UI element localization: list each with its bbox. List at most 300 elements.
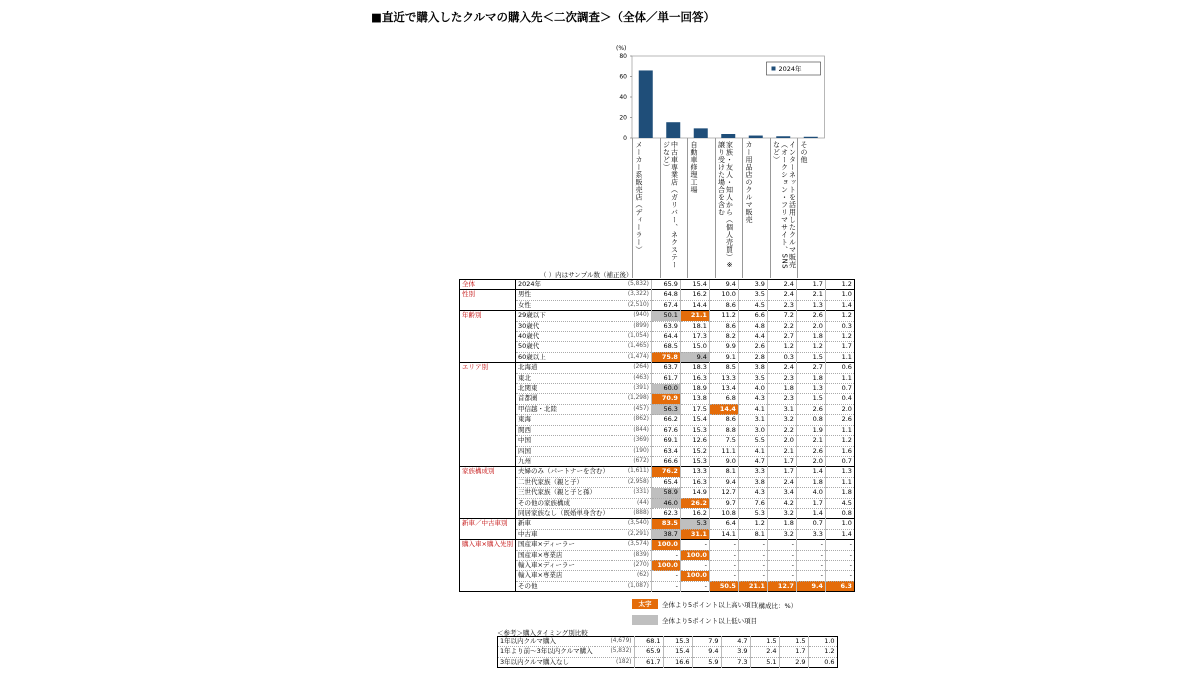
- value-cell: 4.3: [738, 394, 767, 404]
- value-cell: 1.2: [825, 436, 854, 446]
- value-cell: -: [680, 560, 709, 570]
- value-cell: 83.5: [651, 519, 680, 529]
- value-cell: 1.0: [825, 290, 854, 300]
- category-text: 自動車修理工場: [690, 141, 698, 194]
- bar-3: [694, 128, 708, 138]
- value-cell: 1.5: [779, 637, 808, 647]
- value-cell: 3.9: [738, 280, 767, 290]
- value-cell: 12.7: [767, 581, 796, 591]
- value-cell: 14.4: [709, 404, 738, 414]
- value-cell: 2.0: [825, 404, 854, 414]
- value-cell: 3.8: [738, 363, 767, 373]
- value-cell: 9.1: [709, 352, 738, 362]
- value-cell: 1.7: [796, 280, 825, 290]
- value-cell: 9.9: [709, 342, 738, 352]
- value-cell: 2.4: [767, 280, 796, 290]
- value-cell: 100.0: [680, 550, 709, 560]
- category-text: その他: [800, 141, 808, 164]
- value-cell: 1.4: [825, 529, 854, 539]
- value-cell: 3.1: [738, 415, 767, 425]
- value-cell: 2.2: [767, 321, 796, 331]
- value-cell: 38.7: [651, 529, 680, 539]
- value-cell: 15.3: [663, 637, 692, 647]
- sample-size: (369): [612, 436, 652, 446]
- table-row: [460, 321, 855, 331]
- value-cell: 17.3: [680, 332, 709, 342]
- table-row: [460, 550, 855, 560]
- value-cell: 10.8: [709, 508, 738, 518]
- y-tick-label: 80: [619, 53, 627, 60]
- value-cell: 1.8: [796, 477, 825, 487]
- value-cell: 1.9: [796, 425, 825, 435]
- sample-size: (190): [612, 446, 652, 456]
- row-label: 三世代家族（親と子と孫）: [515, 488, 612, 498]
- value-cell: 1.5: [796, 394, 825, 404]
- value-cell: 3.2: [767, 508, 796, 518]
- category-text: カー用品店のクルマ販売: [745, 141, 753, 224]
- value-cell: 46.0: [651, 498, 680, 508]
- reference-row: [498, 647, 838, 657]
- value-cell: 3.0: [738, 425, 767, 435]
- sample-size: (44): [612, 498, 652, 508]
- value-cell: 9.7: [709, 498, 738, 508]
- value-cell: 2.7: [796, 363, 825, 373]
- value-cell: 8.6: [709, 415, 738, 425]
- value-cell: 2.8: [738, 352, 767, 362]
- category-label-4: [715, 138, 744, 278]
- table-row: [460, 477, 855, 487]
- value-cell: -: [825, 560, 854, 570]
- y-tick-label: 60: [619, 73, 627, 81]
- value-cell: 1.2: [796, 342, 825, 352]
- value-cell: 2.7: [767, 332, 796, 342]
- y-tick-label: 40: [619, 94, 627, 101]
- value-cell: 21.1: [738, 581, 767, 591]
- value-cell: 17.5: [680, 404, 709, 414]
- row-label: その他: [515, 581, 612, 591]
- value-cell: 11.1: [709, 446, 738, 456]
- sample-size: (463): [612, 373, 652, 383]
- value-cell: 15.2: [680, 446, 709, 456]
- value-cell: 2.2: [767, 425, 796, 435]
- value-cell: 12.7: [709, 488, 738, 498]
- table-row: [460, 352, 855, 362]
- table-row: [460, 436, 855, 446]
- value-cell: 2.0: [796, 321, 825, 331]
- value-cell: 16.3: [680, 477, 709, 487]
- lo-swatch: [632, 615, 658, 625]
- value-cell: 2.1: [796, 436, 825, 446]
- value-cell: 2.9: [779, 657, 808, 667]
- value-cell: 4.1: [738, 404, 767, 414]
- value-cell: 2.1: [796, 290, 825, 300]
- value-cell: 3.2: [767, 529, 796, 539]
- value-cell: 50.1: [651, 311, 680, 321]
- value-cell: 15.4: [680, 415, 709, 425]
- value-cell: -: [796, 571, 825, 581]
- value-cell: 5.1: [750, 657, 779, 667]
- reference-row: [498, 657, 838, 667]
- highlight-legend: [632, 598, 757, 630]
- value-cell: 2.3: [767, 300, 796, 310]
- value-cell: -: [709, 550, 738, 560]
- value-cell: 68.5: [651, 342, 680, 352]
- y-tick-label: 20: [619, 114, 627, 122]
- table-row: [460, 384, 855, 394]
- value-cell: 5.3: [738, 508, 767, 518]
- value-cell: 3.8: [738, 477, 767, 487]
- value-cell: -: [738, 560, 767, 570]
- value-cell: 1.1: [825, 477, 854, 487]
- value-cell: 61.7: [634, 657, 663, 667]
- sample-size: (899): [612, 321, 652, 331]
- value-cell: 16.6: [663, 657, 692, 667]
- value-cell: 3.3: [796, 529, 825, 539]
- value-cell: 3.2: [767, 415, 796, 425]
- category-text: 家族・友人・知人から（個人売買）※譲り受けた場合を含む: [717, 141, 734, 270]
- value-cell: -: [796, 560, 825, 570]
- category-label-5: [742, 138, 771, 278]
- value-cell: 2.0: [767, 436, 796, 446]
- value-cell: 50.5: [709, 581, 738, 591]
- sample-size: (3,322): [612, 290, 652, 300]
- value-cell: 1.4: [796, 508, 825, 518]
- value-cell: 1.1: [825, 373, 854, 383]
- value-cell: -: [709, 560, 738, 570]
- value-cell: 1.1: [825, 425, 854, 435]
- sample-size: (182): [595, 657, 635, 667]
- table-row: [460, 394, 855, 404]
- value-cell: 1.5: [750, 637, 779, 647]
- value-cell: 1.7: [796, 498, 825, 508]
- value-cell: 3.5: [738, 290, 767, 300]
- value-cell: 15.3: [680, 425, 709, 435]
- value-cell: 5.3: [680, 519, 709, 529]
- row-label: 1年より前～3年以内クルマ購入: [498, 647, 595, 657]
- row-label: 国産車×ディーラー: [515, 540, 612, 550]
- value-cell: -: [767, 540, 796, 550]
- value-cell: 1.2: [825, 311, 854, 321]
- value-cell: 63.7: [651, 363, 680, 373]
- value-cell: 0.7: [796, 519, 825, 529]
- value-cell: 15.4: [680, 280, 709, 290]
- value-cell: 13.4: [709, 384, 738, 394]
- value-cell: -: [680, 540, 709, 550]
- value-cell: 65.9: [651, 280, 680, 290]
- sample-size: (2,510): [612, 300, 652, 310]
- table-row: [460, 363, 855, 373]
- crosstab-table: [459, 279, 855, 592]
- value-cell: -: [796, 540, 825, 550]
- value-cell: 9.0: [709, 456, 738, 466]
- row-label: 甲信越・北陸: [515, 404, 612, 414]
- row-label: 男性: [515, 290, 612, 300]
- y-tick-label: 0: [623, 135, 627, 140]
- row-label: 50歳代: [515, 342, 612, 352]
- value-cell: 1.7: [767, 456, 796, 466]
- category-label-6: [770, 138, 799, 278]
- value-cell: 14.1: [709, 529, 738, 539]
- value-cell: -: [709, 540, 738, 550]
- row-label: 輸入車×ディーラー: [515, 560, 612, 570]
- table-row: [460, 280, 855, 290]
- row-label: 女性: [515, 300, 612, 310]
- sample-size: (391): [612, 384, 652, 394]
- value-cell: 0.7: [825, 384, 854, 394]
- value-cell: 1.0: [825, 519, 854, 529]
- row-label: 四国: [515, 446, 612, 456]
- value-cell: 2.4: [750, 647, 779, 657]
- value-cell: 18.3: [680, 363, 709, 373]
- legend-swatch: [772, 67, 776, 71]
- sample-size: (270): [612, 560, 652, 570]
- value-cell: 1.7: [767, 467, 796, 477]
- bar-2: [666, 122, 680, 138]
- sample-size: (2,958): [612, 477, 652, 487]
- value-cell: 66.6: [651, 456, 680, 466]
- value-cell: 8.1: [709, 467, 738, 477]
- value-cell: 1.8: [796, 373, 825, 383]
- value-cell: 13.8: [680, 394, 709, 404]
- value-cell: -: [738, 540, 767, 550]
- value-cell: -: [767, 560, 796, 570]
- value-cell: 1.2: [825, 280, 854, 290]
- row-label: 輸入車×専業店: [515, 571, 612, 581]
- row-label: 中国: [515, 436, 612, 446]
- sample-size: (1,474): [612, 352, 652, 362]
- reference-row: [498, 637, 838, 647]
- value-cell: -: [738, 571, 767, 581]
- table-row: [460, 498, 855, 508]
- value-cell: 56.3: [651, 404, 680, 414]
- table-row: [460, 415, 855, 425]
- value-cell: 75.8: [651, 352, 680, 362]
- category-text: メーカー系販売店（ディーラー）: [635, 141, 643, 254]
- value-cell: 4.7: [738, 456, 767, 466]
- value-cell: 8.2: [709, 332, 738, 342]
- table-row: [460, 373, 855, 383]
- sample-size: (1,298): [612, 394, 652, 404]
- value-cell: 66.2: [651, 415, 680, 425]
- value-cell: -: [825, 540, 854, 550]
- value-cell: 2.3: [767, 373, 796, 383]
- value-cell: 1.8: [825, 488, 854, 498]
- value-cell: 9.4: [680, 352, 709, 362]
- sample-size: (839): [612, 550, 652, 560]
- value-cell: 58.9: [651, 488, 680, 498]
- group-label: 性別: [460, 290, 516, 311]
- table-row: [460, 300, 855, 310]
- value-cell: 62.3: [651, 508, 680, 518]
- value-cell: 1.2: [738, 519, 767, 529]
- value-cell: 65.9: [634, 647, 663, 657]
- value-cell: 1.3: [796, 300, 825, 310]
- row-label: 30歳代: [515, 321, 612, 331]
- row-label: 夫婦のみ（パートナーを含む）: [515, 467, 612, 477]
- category-label-7: [797, 138, 826, 278]
- value-cell: -: [767, 550, 796, 560]
- value-cell: -: [825, 550, 854, 560]
- value-cell: 7.3: [721, 657, 750, 667]
- value-cell: 0.7: [825, 456, 854, 466]
- value-cell: -: [651, 581, 680, 591]
- value-cell: -: [738, 550, 767, 560]
- row-label: 40歳代: [515, 332, 612, 342]
- value-cell: 8.6: [709, 321, 738, 331]
- value-cell: 63.9: [651, 321, 680, 331]
- value-cell: 76.2: [651, 467, 680, 477]
- value-cell: 2.4: [767, 363, 796, 373]
- value-cell: 5.9: [692, 657, 721, 667]
- value-cell: 0.8: [796, 415, 825, 425]
- sample-note: （ ）内はサンプル数（補正後）: [540, 271, 633, 279]
- bar-1: [639, 70, 653, 138]
- sample-size: (1,465): [612, 342, 652, 352]
- legend-label: 2024年: [778, 65, 802, 73]
- value-cell: 100.0: [651, 560, 680, 570]
- value-cell: 21.1: [680, 311, 709, 321]
- bar-chart: [610, 40, 830, 140]
- value-cell: 3.1: [767, 404, 796, 414]
- table-row: [460, 540, 855, 550]
- value-cell: 12.6: [680, 436, 709, 446]
- value-cell: 6.6: [738, 311, 767, 321]
- row-label: 60歳以上: [515, 352, 612, 362]
- value-cell: 1.7: [825, 342, 854, 352]
- sample-size: (672): [612, 456, 652, 466]
- value-cell: 65.4: [651, 477, 680, 487]
- table-row: [460, 456, 855, 466]
- lo-legend-text: 全体より5ポイント以上低い項目: [662, 616, 758, 625]
- value-cell: 68.1: [634, 637, 663, 647]
- value-cell: 4.7: [721, 637, 750, 647]
- value-cell: 2.4: [767, 290, 796, 300]
- value-cell: 8.8: [709, 425, 738, 435]
- value-cell: 70.9: [651, 394, 680, 404]
- table-row: [460, 488, 855, 498]
- value-cell: 1.4: [825, 300, 854, 310]
- category-text: インターネットを活用したクルマ販売（オークション・フリマサイト、SNSなど）: [772, 141, 797, 270]
- sample-size: (331): [612, 488, 652, 498]
- row-label: 二世代家族（親と子）: [515, 477, 612, 487]
- value-cell: 0.3: [825, 321, 854, 331]
- value-cell: 1.7: [779, 647, 808, 657]
- value-cell: 13.3: [680, 467, 709, 477]
- sample-size: (5,832): [612, 280, 652, 290]
- sample-size: (940): [612, 311, 652, 321]
- value-cell: -: [825, 571, 854, 581]
- value-cell: 16.2: [680, 290, 709, 300]
- table-row: [460, 467, 855, 477]
- value-cell: 9.4: [709, 280, 738, 290]
- value-cell: 15.3: [680, 456, 709, 466]
- sample-size: (888): [612, 508, 652, 518]
- value-cell: 100.0: [680, 571, 709, 581]
- sample-size: (264): [612, 363, 652, 373]
- sample-size: (2,291): [612, 529, 652, 539]
- table-row: [460, 290, 855, 300]
- table-row: [460, 311, 855, 321]
- sample-size: (1,611): [612, 467, 652, 477]
- value-cell: 3.4: [767, 488, 796, 498]
- value-cell: 18.1: [680, 321, 709, 331]
- row-label: 北海道: [515, 363, 612, 373]
- value-cell: -: [709, 571, 738, 581]
- value-cell: 8.5: [709, 363, 738, 373]
- row-label: 国産車×専業店: [515, 550, 612, 560]
- value-cell: 3.9: [721, 647, 750, 657]
- value-cell: 14.4: [680, 300, 709, 310]
- value-cell: 2.6: [796, 446, 825, 456]
- table-row: [460, 425, 855, 435]
- value-cell: 2.4: [767, 477, 796, 487]
- row-label: 29歳以下: [515, 311, 612, 321]
- value-cell: 67.6: [651, 425, 680, 435]
- value-cell: 1.4: [796, 467, 825, 477]
- table-row: [460, 519, 855, 529]
- row-label: 北関東: [515, 384, 612, 394]
- unit-label: （構成比：%）: [752, 602, 798, 610]
- table-row: [460, 560, 855, 570]
- table-row: [460, 446, 855, 456]
- value-cell: 0.3: [767, 352, 796, 362]
- value-cell: 31.1: [680, 529, 709, 539]
- value-cell: 8.1: [738, 529, 767, 539]
- group-label: 年齢別: [460, 311, 516, 363]
- value-cell: 1.1: [825, 352, 854, 362]
- value-cell: 1.8: [767, 519, 796, 529]
- value-cell: 4.0: [738, 384, 767, 394]
- value-cell: 4.1: [738, 446, 767, 456]
- sample-size: (862): [612, 415, 652, 425]
- value-cell: 26.2: [680, 498, 709, 508]
- value-cell: 4.0: [796, 488, 825, 498]
- group-label: 家族構成別: [460, 467, 516, 519]
- value-cell: 2.6: [738, 342, 767, 352]
- value-cell: 5.5: [738, 436, 767, 446]
- value-cell: -: [767, 571, 796, 581]
- table-row: [460, 571, 855, 581]
- value-cell: 1.0: [808, 637, 837, 647]
- row-label: 同居家族なし（既婚単身含む）: [515, 508, 612, 518]
- value-cell: 9.4: [796, 581, 825, 591]
- reference-title: ＜参考＞購入タイミング別比較: [497, 629, 588, 637]
- value-cell: 67.4: [651, 300, 680, 310]
- value-cell: 100.0: [651, 540, 680, 550]
- value-cell: 2.6: [796, 311, 825, 321]
- value-cell: -: [796, 550, 825, 560]
- value-cell: 1.8: [796, 332, 825, 342]
- value-cell: 1.8: [767, 384, 796, 394]
- value-cell: 64.4: [651, 332, 680, 342]
- table-row: [460, 529, 855, 539]
- value-cell: 61.7: [651, 373, 680, 383]
- category-label-2: [660, 138, 689, 278]
- row-label: 中古車: [515, 529, 612, 539]
- table-row: [460, 508, 855, 518]
- value-cell: 0.8: [825, 508, 854, 518]
- value-cell: 4.5: [825, 498, 854, 508]
- value-cell: 2.1: [767, 446, 796, 456]
- value-cell: 13.3: [709, 373, 738, 383]
- value-cell: 8.6: [709, 300, 738, 310]
- value-cell: -: [651, 550, 680, 560]
- group-label: 購入車×購入先別: [460, 540, 516, 592]
- y-unit-label: (%): [616, 45, 627, 52]
- value-cell: 1.6: [825, 446, 854, 456]
- row-label: 東北: [515, 373, 612, 383]
- row-label: 2024年: [515, 280, 612, 290]
